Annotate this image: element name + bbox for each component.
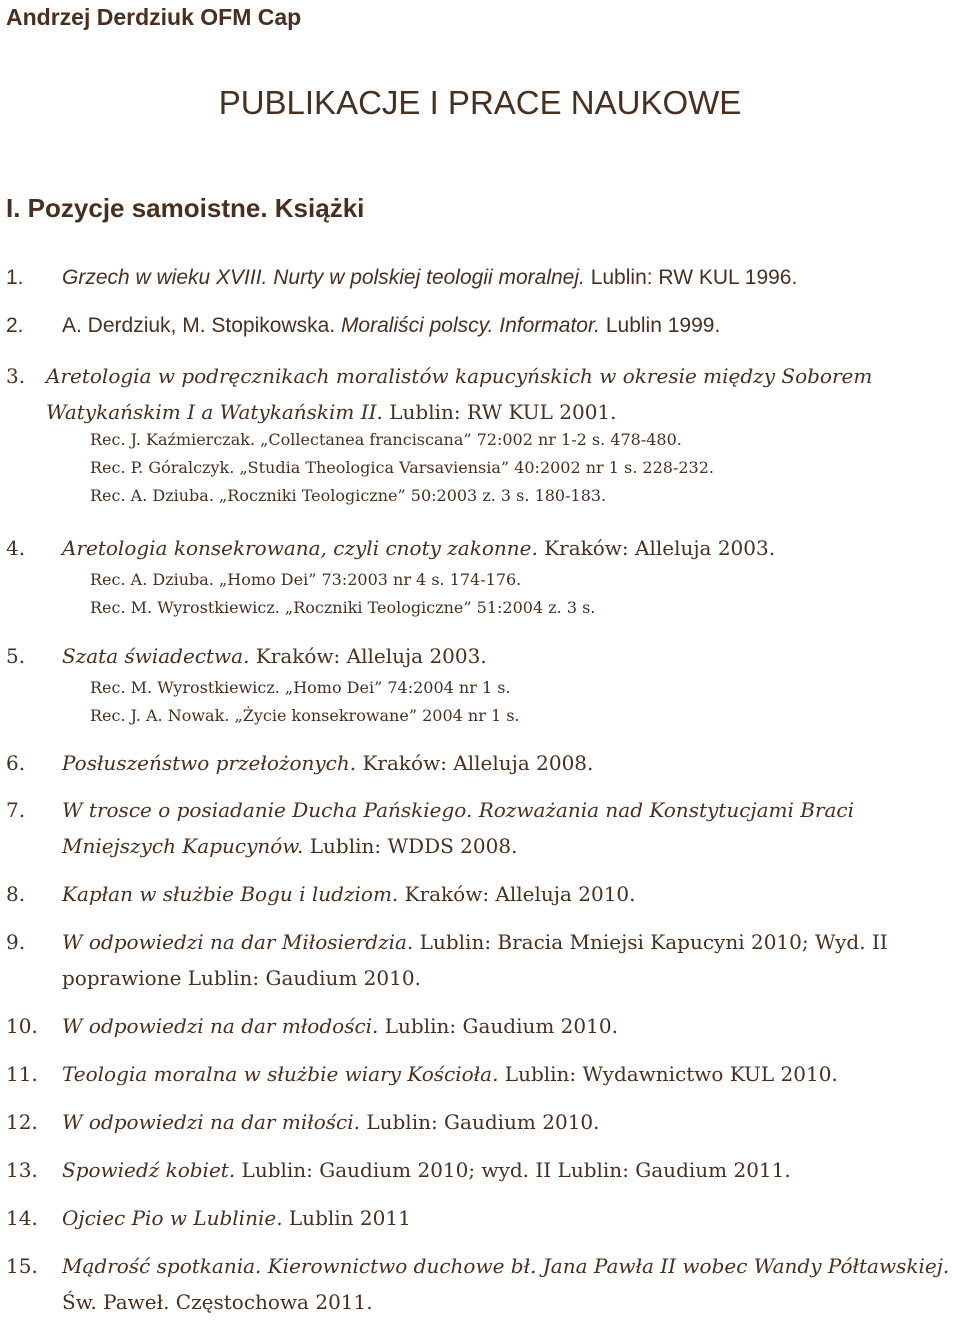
review-line: Rec. A. Dziuba. „Homo Dei” 73:2003 nr 4 s. 174-176. bbox=[90, 570, 522, 589]
item-details: Kraków: Alleluja 2003. bbox=[249, 644, 487, 668]
item-title: Ojciec Pio w Lublinie. bbox=[62, 1206, 283, 1230]
item-title: W odpowiedzi na dar miłości. bbox=[62, 1110, 360, 1134]
item-number: 3. bbox=[6, 364, 26, 388]
publication-item bbox=[6, 745, 956, 781]
publication-item bbox=[6, 261, 956, 295]
publication-item bbox=[6, 358, 956, 430]
item-details: Lublin: RW KUL 1996. bbox=[584, 266, 798, 289]
item-title: Aretologia konsekrowana, czyli cnoty zakonne. bbox=[62, 536, 538, 560]
item-title: Mądrość spotkania. Kierownictwo duchowe bł. Jana Pawła II wobec Wandy Półtawskiej. bbox=[62, 1254, 950, 1278]
item-details: Lublin: WDDS 2008. bbox=[303, 834, 518, 858]
item-title: Kapłan w służbie Bogu i ludziom. bbox=[62, 882, 399, 906]
item-number: 12. bbox=[6, 1110, 38, 1134]
item-title: Szata świadectwa. bbox=[62, 644, 250, 668]
item-title: Teologia moralna w służbie wiary Kościoła. bbox=[62, 1062, 499, 1086]
review-line: Rec. M. Wyrostkiewicz. „Homo Dei” 74:2004 nr 1 s. bbox=[90, 678, 511, 697]
item-number: 9. bbox=[6, 930, 26, 954]
item-details: Lublin: Wydawnictwo KUL 2010. bbox=[498, 1062, 838, 1086]
review-line: Rec. J. Kaźmierczak. „Collectanea franciscana” 72:002 nr 1-2 s. 478-480. bbox=[90, 430, 682, 449]
item-details: Kraków: Alleluja 2008. bbox=[356, 751, 594, 775]
publication-item bbox=[6, 1152, 956, 1188]
publication-item bbox=[6, 1200, 956, 1236]
author-name: Andrzej Derdziuk OFM Cap bbox=[6, 4, 302, 30]
publication-item bbox=[6, 1248, 956, 1320]
item-title: Aretologia w podręcznikach moralistów kapucyńskich w okresie między Soborem Watykańskim I a Watykańskim II. bbox=[46, 364, 873, 424]
item-title: W odpowiedzi na dar Miłosierdzia. bbox=[62, 930, 414, 954]
page-title: PUBLIKACJE I PRACE NAUKOWE bbox=[218, 84, 742, 121]
item-number: 13. bbox=[6, 1158, 38, 1182]
publication-item bbox=[6, 1008, 956, 1044]
publication-item bbox=[6, 1104, 956, 1140]
item-details: Św. Paweł. Częstochowa 2011. bbox=[62, 1290, 373, 1314]
item-title: Spowiedź kobiet. bbox=[62, 1158, 236, 1182]
item-number: 14. bbox=[6, 1206, 38, 1230]
item-number: 10. bbox=[6, 1014, 38, 1038]
item-number: 11. bbox=[6, 1062, 38, 1086]
item-title: Posłuszeństwo przełożonych. bbox=[62, 751, 357, 775]
item-number: 8. bbox=[6, 882, 26, 906]
publication-item bbox=[6, 638, 956, 674]
item-number: 4. bbox=[6, 536, 26, 560]
item-details: Kraków: Alleluja 2010. bbox=[398, 882, 636, 906]
item-details: Kraków: Alleluja 2003. bbox=[537, 536, 776, 560]
item-number: 1. bbox=[6, 266, 24, 289]
review-line: Rec. A. Dziuba. „Roczniki Teologiczne” 50:2003 z. 3 s. 180-183. bbox=[90, 486, 607, 505]
item-details: Lublin: Gaudium 2010. bbox=[378, 1014, 618, 1038]
item-number: 5. bbox=[6, 644, 26, 668]
item-title: W trosce o posiadanie Ducha Pańskiego. Rozważania nad Konstytucjami Braci Mniejszych Kapucynów. bbox=[62, 798, 855, 858]
item-number: 7. bbox=[6, 798, 26, 822]
review-line: Rec. J. A. Nowak. „Życie konsekrowane” 2004 nr 1 s. bbox=[90, 706, 520, 725]
review-line: Rec. M. Wyrostkiewicz. „Roczniki Teologiczne” 51:2004 z. 3 s. bbox=[90, 598, 596, 617]
publication-item bbox=[6, 309, 956, 343]
item-details: Lublin: Gaudium 2010. bbox=[359, 1110, 600, 1134]
review-line: Rec. P. Góralczyk. „Studia Theologica Varsaviensia” 40:2002 nr 1 s. 228-232. bbox=[90, 458, 714, 477]
item-title: Grzech w wieku XVIII. Nurty w polskiej teologii moralnej. bbox=[62, 266, 585, 289]
item-number: 15. bbox=[6, 1254, 38, 1278]
publication-item bbox=[6, 792, 956, 864]
item-details: Lublin 2011 bbox=[282, 1206, 411, 1230]
item-details: Lublin: RW KUL 2001. bbox=[382, 400, 617, 424]
publication-item bbox=[6, 530, 956, 566]
item-details: Lublin: Bracia Mniejsi Kapucyni 2010; Wyd. II poprawione Lublin: Gaudium 2010. bbox=[62, 930, 888, 990]
item-authors: A. Derdziuk, M. Stopikowska. bbox=[62, 314, 341, 337]
item-details: Lublin: Gaudium 2010; wyd. II Lublin: Gaudium 2011. bbox=[235, 1158, 791, 1182]
item-details: Lublin 1999. bbox=[600, 314, 721, 337]
publication-item bbox=[6, 1056, 956, 1092]
publication-item bbox=[6, 876, 956, 912]
item-title: Moraliści polscy. Informator. bbox=[340, 314, 601, 337]
item-number: 2. bbox=[6, 314, 24, 337]
section-heading: I. Pozycje samoistne. Książki bbox=[6, 193, 365, 223]
item-title: W odpowiedzi na dar młodości. bbox=[62, 1014, 379, 1038]
item-number: 6. bbox=[6, 751, 26, 775]
publication-item bbox=[6, 924, 956, 996]
